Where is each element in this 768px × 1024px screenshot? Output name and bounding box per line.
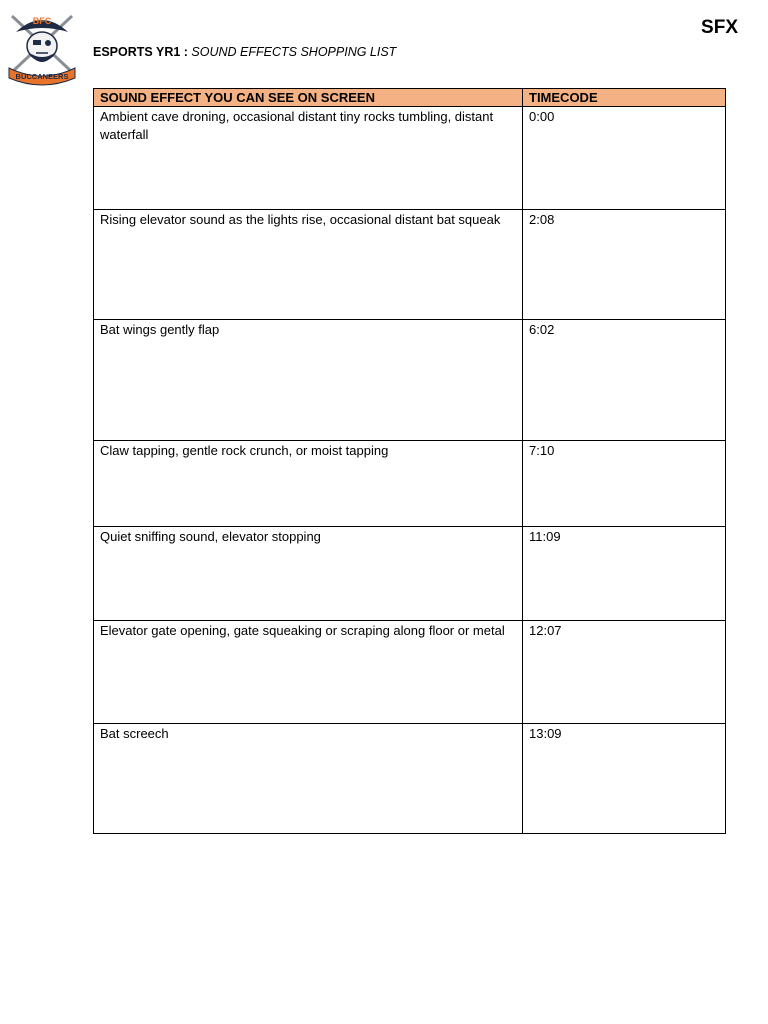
svg-text:BUCCANEERS: BUCCANEERS <box>15 72 69 81</box>
effect-cell: Elevator gate opening, gate squeaking or scraping along floor or metal <box>94 621 523 724</box>
timecode-cell: 6:02 <box>523 320 726 441</box>
timecode-cell: 12:07 <box>523 621 726 724</box>
table-row <box>94 210 726 320</box>
effect-cell: Ambient cave droning, occasional distant tiny rocks tumbling, distant waterfall <box>94 107 523 210</box>
title-subject: SOUND EFFECTS SHOPPING LIST <box>191 45 397 59</box>
table-row <box>94 320 726 441</box>
column-header-timecode: TIMECODE <box>523 89 726 107</box>
effect-cell: Claw tapping, gentle rock crunch, or moist tapping <box>94 441 523 527</box>
table-row <box>94 724 726 834</box>
column-header-effect: SOUND EFFECT YOU CAN SEE ON SCREEN <box>94 89 523 107</box>
effect-cell: Bat screech <box>94 724 523 834</box>
page-title <box>93 45 396 59</box>
table-header-row <box>94 89 726 107</box>
table-row <box>94 441 726 527</box>
title-course: ESPORTS YR1 : <box>93 45 188 59</box>
timecode-cell: 7:10 <box>523 441 726 527</box>
table-row <box>94 527 726 621</box>
buccaneers-logo <box>6 6 78 86</box>
effect-cell: Rising elevator sound as the lights rise, occasional distant bat squeak <box>94 210 523 320</box>
table-row <box>94 621 726 724</box>
timecode-cell: 2:08 <box>523 210 726 320</box>
sfx-label: SFX <box>701 17 738 38</box>
sound-effects-table <box>93 88 726 834</box>
timecode-cell: 13:09 <box>523 724 726 834</box>
timecode-cell: 0:00 <box>523 107 726 210</box>
table-row <box>94 107 726 210</box>
timecode-cell: 11:09 <box>523 527 726 621</box>
effect-cell: Bat wings gently flap <box>94 320 523 441</box>
effect-cell: Quiet sniffing sound, elevator stopping <box>94 527 523 621</box>
svg-text:BFC: BFC <box>32 16 52 26</box>
